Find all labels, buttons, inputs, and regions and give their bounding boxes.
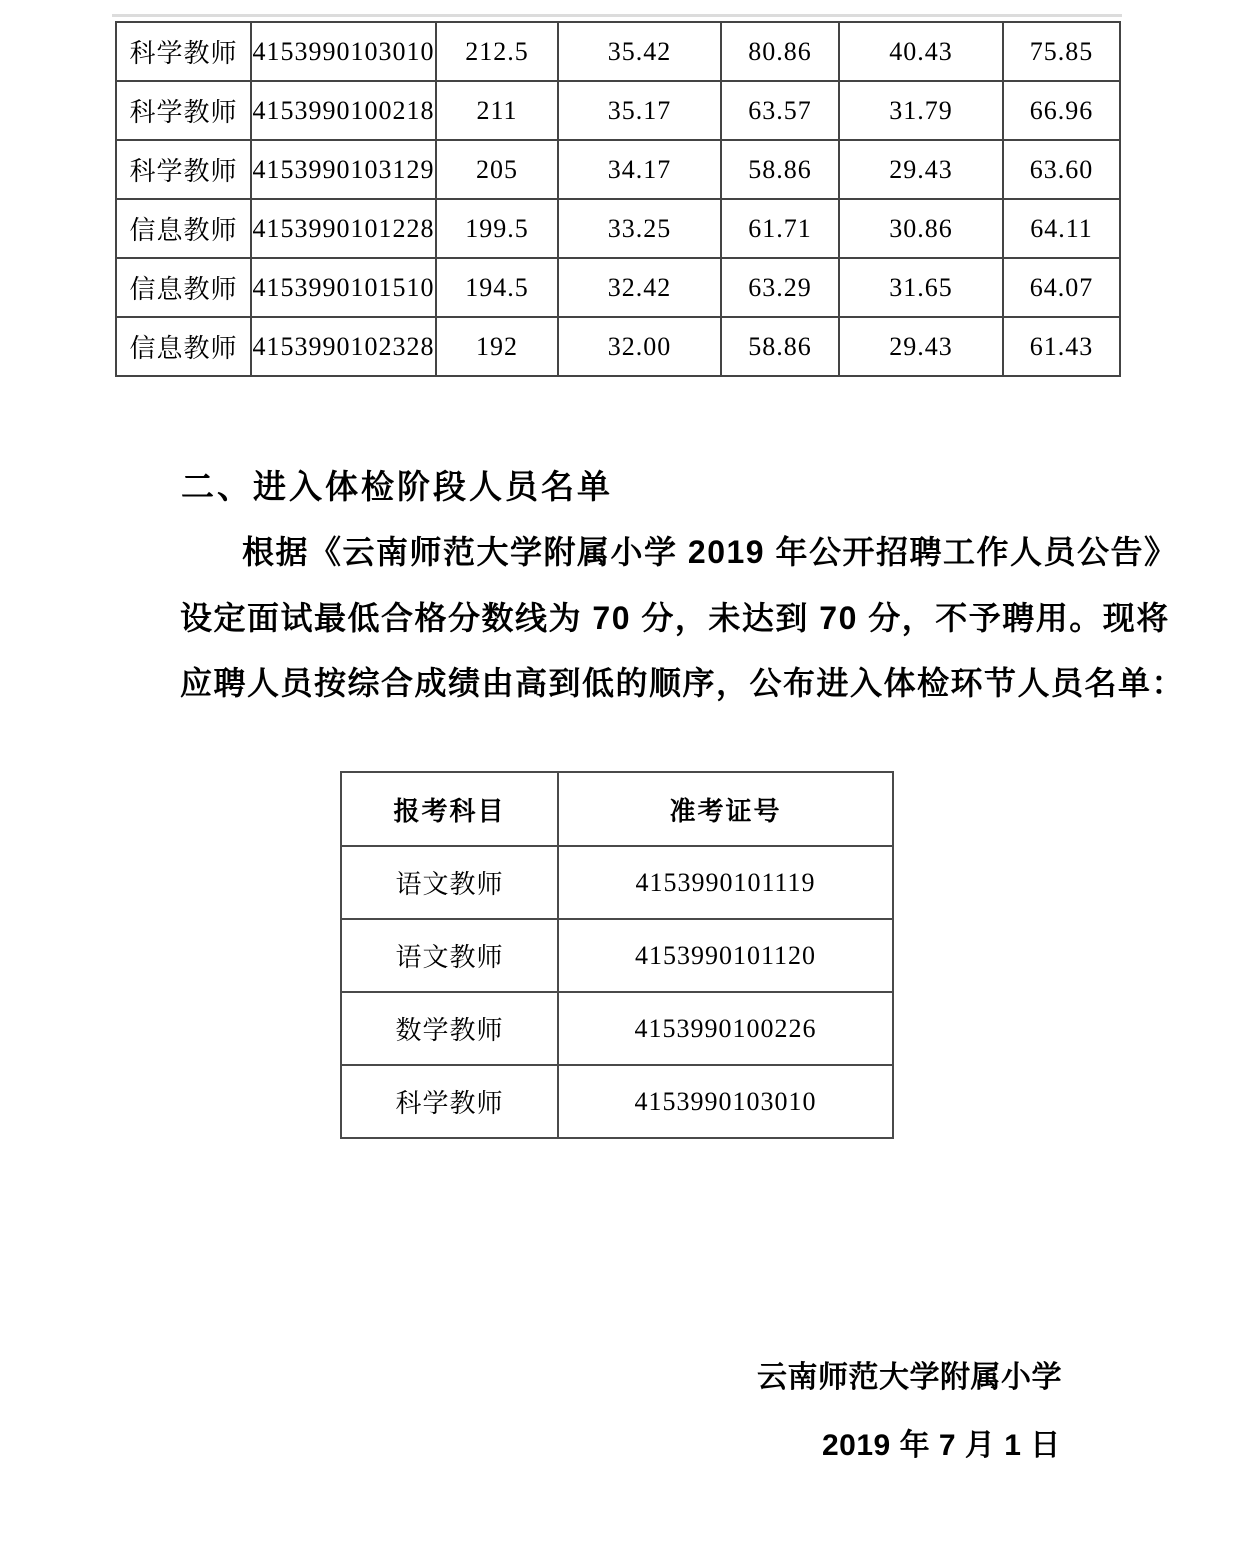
signature-organization: 云南师范大学附属小学 <box>757 1361 1062 1394</box>
score-cell: 63.29 <box>721 258 839 317</box>
exam-id-cell: 4153990101228 <box>251 199 436 258</box>
score-cell: 194.5 <box>436 258 558 317</box>
exam-id-cell: 4153990101119 <box>558 846 893 919</box>
score-cell: 31.65 <box>839 258 1003 317</box>
score-cell: 61.43 <box>1003 317 1120 376</box>
subject-cell: 信息教师 <box>116 199 251 258</box>
medical-row <box>341 919 893 992</box>
score-cell: 63.60 <box>1003 140 1120 199</box>
subject-cell: 科学教师 <box>116 81 251 140</box>
score-cell: 29.43 <box>839 317 1003 376</box>
header-exam-id-cell: 准考证号 <box>558 772 893 846</box>
page-break-artifact-line <box>112 14 1122 17</box>
score-cell: 58.86 <box>721 140 839 199</box>
subject-cell: 信息教师 <box>116 317 251 376</box>
score-row <box>116 22 1120 81</box>
score-cell: 211 <box>436 81 558 140</box>
score-cell: 35.42 <box>558 22 721 81</box>
score-cell: 64.11 <box>1003 199 1120 258</box>
paragraph-line: 应聘人员按综合成绩由高到低的顺序，公布进入体检环节人员名单： <box>180 665 1186 701</box>
score-cell: 212.5 <box>436 22 558 81</box>
score-cell: 29.43 <box>839 140 1003 199</box>
score-cell: 192 <box>436 317 558 376</box>
medical-table <box>340 771 894 1139</box>
paragraph-line: 设定面试最低合格分数线为 70 分，未达到 70 分，不予聘用。现将 <box>180 600 1170 636</box>
score-cell: 34.17 <box>558 140 721 199</box>
exam-id-cell: 4153990100226 <box>558 992 893 1065</box>
exam-id-cell: 4153990101120 <box>558 919 893 992</box>
score-cell: 58.86 <box>721 317 839 376</box>
exam-id-cell: 4153990102328 <box>251 317 436 376</box>
subject-cell: 信息教师 <box>116 258 251 317</box>
subject-cell: 科学教师 <box>116 140 251 199</box>
subject-cell: 语文教师 <box>341 919 558 992</box>
score-cell: 63.57 <box>721 81 839 140</box>
score-cell: 66.96 <box>1003 81 1120 140</box>
score-cell: 30.86 <box>839 199 1003 258</box>
score-cell: 33.25 <box>558 199 721 258</box>
score-row <box>116 140 1120 199</box>
exam-id-cell: 4153990101510 <box>251 258 436 317</box>
exam-id-cell: 4153990103010 <box>251 22 436 81</box>
score-cell: 61.71 <box>721 199 839 258</box>
medical-row <box>341 846 893 919</box>
score-cell: 32.42 <box>558 258 721 317</box>
score-cell: 205 <box>436 140 558 199</box>
score-row <box>116 81 1120 140</box>
score-cell: 35.17 <box>558 81 721 140</box>
score-cell: 64.07 <box>1003 258 1120 317</box>
score-cell: 75.85 <box>1003 22 1120 81</box>
section-heading: 二、进入体检阶段人员名单 <box>181 468 613 505</box>
subject-cell: 科学教师 <box>116 22 251 81</box>
score-table <box>115 21 1121 377</box>
medical-row <box>341 1065 893 1138</box>
score-cell: 40.43 <box>839 22 1003 81</box>
score-cell: 31.79 <box>839 81 1003 140</box>
paragraph-line: 根据《云南师范大学附属小学 2019 年公开招聘工作人员公告》 <box>242 534 1178 570</box>
medical-row <box>341 992 893 1065</box>
medical-table-header-row <box>341 772 893 846</box>
score-row <box>116 258 1120 317</box>
score-row <box>116 199 1120 258</box>
exam-id-cell: 4153990103129 <box>251 140 436 199</box>
signature-date: 2019 年 7 月 1 日 <box>822 1429 1061 1462</box>
score-cell: 80.86 <box>721 22 839 81</box>
score-cell: 32.00 <box>558 317 721 376</box>
subject-cell: 语文教师 <box>341 846 558 919</box>
score-cell: 199.5 <box>436 199 558 258</box>
exam-id-cell: 4153990100218 <box>251 81 436 140</box>
exam-id-cell: 4153990103010 <box>558 1065 893 1138</box>
subject-cell: 科学教师 <box>341 1065 558 1138</box>
header-subject-cell: 报考科目 <box>341 772 558 846</box>
subject-cell: 数学教师 <box>341 992 558 1065</box>
score-row <box>116 317 1120 376</box>
